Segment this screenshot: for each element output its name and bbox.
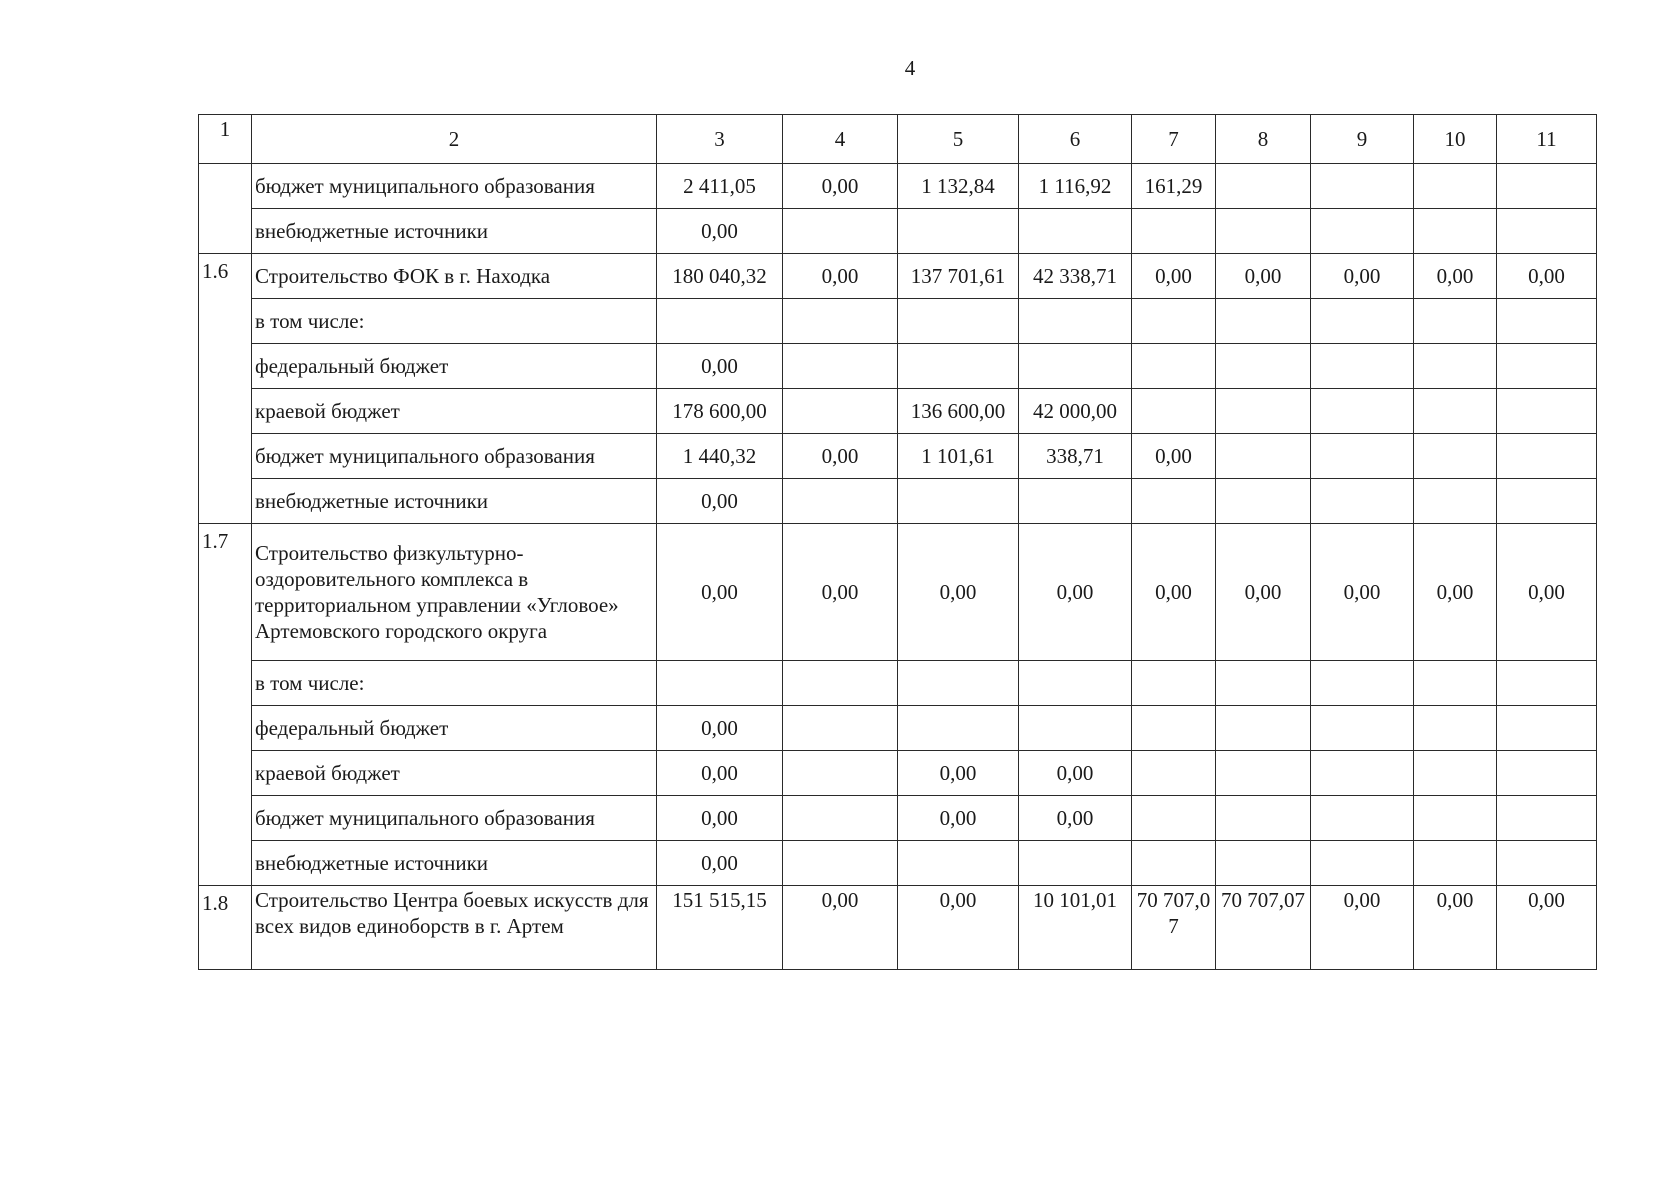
value-cell-col-11: 0,00 <box>1497 886 1597 970</box>
header-cell: 4 <box>783 115 898 164</box>
value-cell-col-5 <box>898 344 1019 389</box>
value-cell-col-9: 0,00 <box>1311 886 1414 970</box>
header-cell: 2 <box>252 115 657 164</box>
value-cell-col-5 <box>898 661 1019 706</box>
header-cell: 7 <box>1132 115 1216 164</box>
value-cell-col-8 <box>1216 796 1311 841</box>
row-label-cell: Строительство физкультурно-оздоровительного комплекса в территориальном управлении «Угловое» Артемовского городского округа <box>252 524 657 661</box>
table-row <box>199 254 1597 299</box>
value-cell-col-6 <box>1019 479 1132 524</box>
value-cell-col-7 <box>1132 479 1216 524</box>
value-cell-col-4: 0,00 <box>783 434 898 479</box>
value-cell-col-7: 0,00 <box>1132 524 1216 661</box>
value-cell-col-9 <box>1311 796 1414 841</box>
header-cell: 5 <box>898 115 1019 164</box>
value-cell-col-10 <box>1414 299 1497 344</box>
value-cell-col-7 <box>1132 299 1216 344</box>
row-label-cell: федеральный бюджет <box>252 706 657 751</box>
value-cell-col-10 <box>1414 751 1497 796</box>
row-label-cell: Строительство ФОК в г. Находка <box>252 254 657 299</box>
table-row <box>199 299 1597 344</box>
value-cell-col-8 <box>1216 751 1311 796</box>
value-cell-col-10: 0,00 <box>1414 254 1497 299</box>
value-cell-col-4: 0,00 <box>783 886 898 970</box>
value-cell-col-4: 0,00 <box>783 254 898 299</box>
item-number-cell: 1.7 <box>199 524 252 886</box>
value-cell-col-9 <box>1311 706 1414 751</box>
value-cell-col-10: 0,00 <box>1414 886 1497 970</box>
value-cell-col-6 <box>1019 299 1132 344</box>
value-cell-col-10: 0,00 <box>1414 524 1497 661</box>
table-row <box>199 434 1597 479</box>
value-cell-col-9 <box>1311 841 1414 886</box>
value-cell-col-6: 42 338,71 <box>1019 254 1132 299</box>
value-cell-col-9 <box>1311 751 1414 796</box>
value-cell-col-8 <box>1216 344 1311 389</box>
value-cell-col-4 <box>783 751 898 796</box>
value-cell-col-8 <box>1216 434 1311 479</box>
value-cell-col-9 <box>1311 344 1414 389</box>
value-cell-col-11 <box>1497 796 1597 841</box>
value-cell-col-5 <box>898 299 1019 344</box>
row-label-cell: внебюджетные источники <box>252 841 657 886</box>
value-cell-col-8 <box>1216 164 1311 209</box>
value-cell-col-7: 0,00 <box>1132 434 1216 479</box>
value-cell-col-8 <box>1216 661 1311 706</box>
value-cell-col-3: 151 515,15 <box>657 886 783 970</box>
value-cell-col-7 <box>1132 751 1216 796</box>
value-cell-col-8: 0,00 <box>1216 254 1311 299</box>
value-cell-col-3: 0,00 <box>657 751 783 796</box>
header-cell: 6 <box>1019 115 1132 164</box>
value-cell-col-9 <box>1311 479 1414 524</box>
value-cell-col-3 <box>657 299 783 344</box>
value-cell-col-7 <box>1132 344 1216 389</box>
table-row <box>199 661 1597 706</box>
value-cell-col-10 <box>1414 389 1497 434</box>
value-cell-col-6: 0,00 <box>1019 524 1132 661</box>
value-cell-col-11 <box>1497 751 1597 796</box>
value-cell-col-3: 1 440,32 <box>657 434 783 479</box>
value-cell-col-5: 0,00 <box>898 886 1019 970</box>
value-cell-col-11 <box>1497 479 1597 524</box>
row-label-cell: бюджет муниципального образования <box>252 434 657 479</box>
value-cell-col-9: 0,00 <box>1311 524 1414 661</box>
value-cell-col-4 <box>783 209 898 254</box>
value-cell-col-4: 0,00 <box>783 164 898 209</box>
item-number-cell: 1.6 <box>199 254 252 524</box>
value-cell-col-5: 0,00 <box>898 524 1019 661</box>
table-body <box>199 164 1597 970</box>
value-cell-col-9 <box>1311 661 1414 706</box>
value-cell-col-9 <box>1311 389 1414 434</box>
header-cell: 3 <box>657 115 783 164</box>
value-cell-col-4 <box>783 299 898 344</box>
value-cell-col-3: 2 411,05 <box>657 164 783 209</box>
value-cell-col-11: 0,00 <box>1497 524 1597 661</box>
budget-table <box>198 114 1597 970</box>
row-label-cell: бюджет муниципального образования <box>252 164 657 209</box>
value-cell-col-7 <box>1132 661 1216 706</box>
value-cell-col-7: 70 707,07 <box>1132 886 1216 970</box>
value-cell-col-10 <box>1414 661 1497 706</box>
value-cell-col-4 <box>783 796 898 841</box>
header-cell: 1 <box>199 115 252 164</box>
value-cell-col-9 <box>1311 434 1414 479</box>
value-cell-col-10 <box>1414 164 1497 209</box>
value-cell-col-11 <box>1497 434 1597 479</box>
header-cell: 9 <box>1311 115 1414 164</box>
table-row <box>199 796 1597 841</box>
page-number: 4 <box>904 56 916 80</box>
header-cell: 8 <box>1216 115 1311 164</box>
table-row <box>199 164 1597 209</box>
value-cell-col-3: 0,00 <box>657 796 783 841</box>
value-cell-col-4 <box>783 706 898 751</box>
table-row <box>199 209 1597 254</box>
row-label-cell: федеральный бюджет <box>252 344 657 389</box>
table-row <box>199 841 1597 886</box>
value-cell-col-6: 0,00 <box>1019 796 1132 841</box>
value-cell-col-6: 10 101,01 <box>1019 886 1132 970</box>
value-cell-col-10 <box>1414 706 1497 751</box>
value-cell-col-6 <box>1019 706 1132 751</box>
value-cell-col-8 <box>1216 299 1311 344</box>
item-number-cell <box>199 164 252 254</box>
value-cell-col-5 <box>898 841 1019 886</box>
value-cell-col-10 <box>1414 209 1497 254</box>
value-cell-col-3: 178 600,00 <box>657 389 783 434</box>
row-label-cell: краевой бюджет <box>252 389 657 434</box>
value-cell-col-9: 0,00 <box>1311 254 1414 299</box>
value-cell-col-7 <box>1132 389 1216 434</box>
value-cell-col-7 <box>1132 796 1216 841</box>
table-row <box>199 344 1597 389</box>
value-cell-col-9 <box>1311 299 1414 344</box>
value-cell-col-11 <box>1497 299 1597 344</box>
value-cell-col-11 <box>1497 164 1597 209</box>
table-row <box>199 479 1597 524</box>
value-cell-col-4 <box>783 841 898 886</box>
value-cell-col-6: 1 116,92 <box>1019 164 1132 209</box>
value-cell-col-4 <box>783 344 898 389</box>
header-cell: 10 <box>1414 115 1497 164</box>
table-row <box>199 706 1597 751</box>
row-label-cell: бюджет муниципального образования <box>252 796 657 841</box>
value-cell-col-9 <box>1311 209 1414 254</box>
value-cell-col-6: 338,71 <box>1019 434 1132 479</box>
value-cell-col-10 <box>1414 479 1497 524</box>
value-cell-col-6 <box>1019 841 1132 886</box>
value-cell-col-11 <box>1497 841 1597 886</box>
value-cell-col-5: 0,00 <box>898 751 1019 796</box>
value-cell-col-5: 136 600,00 <box>898 389 1019 434</box>
item-number-cell: 1.8 <box>199 886 252 970</box>
value-cell-col-3: 0,00 <box>657 706 783 751</box>
value-cell-col-8 <box>1216 209 1311 254</box>
value-cell-col-5: 1 132,84 <box>898 164 1019 209</box>
value-cell-col-6 <box>1019 209 1132 254</box>
value-cell-col-5: 0,00 <box>898 796 1019 841</box>
value-cell-col-8: 0,00 <box>1216 524 1311 661</box>
value-cell-col-7 <box>1132 706 1216 751</box>
value-cell-col-5 <box>898 479 1019 524</box>
table-row <box>199 389 1597 434</box>
table-row <box>199 886 1597 970</box>
value-cell-col-11 <box>1497 389 1597 434</box>
value-cell-col-7: 161,29 <box>1132 164 1216 209</box>
value-cell-col-8 <box>1216 389 1311 434</box>
table-header-row <box>199 115 1597 164</box>
value-cell-col-6: 42 000,00 <box>1019 389 1132 434</box>
value-cell-col-8: 70 707,07 <box>1216 886 1311 970</box>
value-cell-col-4: 0,00 <box>783 524 898 661</box>
value-cell-col-5 <box>898 706 1019 751</box>
value-cell-col-9 <box>1311 164 1414 209</box>
value-cell-col-8 <box>1216 841 1311 886</box>
value-cell-col-3: 0,00 <box>657 209 783 254</box>
value-cell-col-6 <box>1019 344 1132 389</box>
value-cell-col-7 <box>1132 841 1216 886</box>
value-cell-col-11 <box>1497 209 1597 254</box>
value-cell-col-3: 0,00 <box>657 344 783 389</box>
value-cell-col-11: 0,00 <box>1497 254 1597 299</box>
value-cell-col-10 <box>1414 344 1497 389</box>
row-label-cell: внебюджетные источники <box>252 209 657 254</box>
row-label-cell: Строительство Центра боевых искусств для всех видов единоборств в г. Артем <box>252 886 657 970</box>
value-cell-col-3 <box>657 661 783 706</box>
value-cell-col-6 <box>1019 661 1132 706</box>
header-cell: 11 <box>1497 115 1597 164</box>
row-label-cell: внебюджетные источники <box>252 479 657 524</box>
value-cell-col-4 <box>783 389 898 434</box>
value-cell-col-10 <box>1414 841 1497 886</box>
value-cell-col-5: 137 701,61 <box>898 254 1019 299</box>
value-cell-col-3: 180 040,32 <box>657 254 783 299</box>
value-cell-col-8 <box>1216 479 1311 524</box>
value-cell-col-11 <box>1497 706 1597 751</box>
value-cell-col-4 <box>783 661 898 706</box>
row-label-cell: в том числе: <box>252 299 657 344</box>
value-cell-col-4 <box>783 479 898 524</box>
value-cell-col-3: 0,00 <box>657 524 783 661</box>
value-cell-col-3: 0,00 <box>657 479 783 524</box>
row-label-cell: краевой бюджет <box>252 751 657 796</box>
value-cell-col-3: 0,00 <box>657 841 783 886</box>
value-cell-col-10 <box>1414 796 1497 841</box>
value-cell-col-11 <box>1497 344 1597 389</box>
row-label-cell: в том числе: <box>252 661 657 706</box>
value-cell-col-11 <box>1497 661 1597 706</box>
value-cell-col-7 <box>1132 209 1216 254</box>
value-cell-col-5: 1 101,61 <box>898 434 1019 479</box>
value-cell-col-5 <box>898 209 1019 254</box>
value-cell-col-10 <box>1414 434 1497 479</box>
value-cell-col-7: 0,00 <box>1132 254 1216 299</box>
value-cell-col-6: 0,00 <box>1019 751 1132 796</box>
table-row <box>199 524 1597 661</box>
table-row <box>199 751 1597 796</box>
value-cell-col-8 <box>1216 706 1311 751</box>
